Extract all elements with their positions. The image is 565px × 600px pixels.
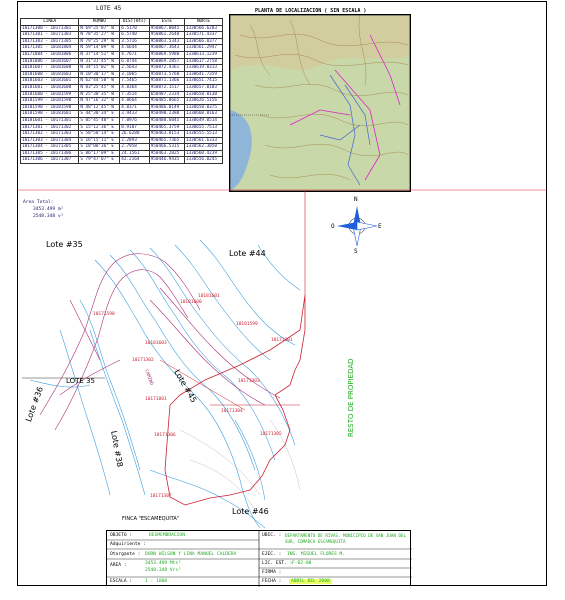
- table-cell: S 50°50'14" E: [79, 131, 120, 138]
- table-cell: 1330561.6333: [184, 137, 222, 144]
- table-cell: 950867.3643: [149, 45, 184, 52]
- table-cell: N 47°16'32" W: [79, 98, 120, 105]
- table-cell: 10181806 - 10181607: [21, 58, 79, 65]
- otorgante-label: Otorgante :: [110, 552, 141, 557]
- table-cell: 7.5465: [120, 78, 149, 85]
- table-cell: 2.2893: [120, 137, 149, 144]
- table-cell: 4.8364: [120, 84, 149, 91]
- point-label: 10171598: [93, 312, 115, 317]
- point-label: 10171302: [132, 358, 154, 363]
- table-cell: 10181608 - 10181603: [21, 71, 79, 78]
- table-cell: 1330655.7513: [184, 124, 222, 131]
- area-v2: 2548.348 Vrs²: [145, 568, 181, 573]
- north-arrow: [337, 206, 377, 246]
- fecha-label: FECHA :: [262, 579, 282, 584]
- otorgante-value: DORN WILSON Y LINA MANUEL CALDERA: [145, 552, 237, 557]
- table-cell: 1330556.8245: [184, 157, 222, 164]
- table-cell: 950446.9435: [149, 157, 184, 164]
- point-label: 10181599: [236, 322, 258, 327]
- adquiriente-label: Adquiriente :: [110, 542, 146, 547]
- table-cell: 10171305 - 10181804: [21, 45, 79, 52]
- table-cell: 7.0976: [120, 117, 149, 124]
- table-cell: 10171303 - 10171304: [21, 137, 79, 144]
- point-label: 10171304: [221, 409, 243, 414]
- table-cell: 4.6644: [120, 45, 149, 52]
- objeto-value: DESMEMBRACION: [149, 533, 185, 538]
- table-cell: 10171301 - 10171302: [21, 124, 79, 131]
- table-cell: S 06°17'09" E: [79, 150, 120, 157]
- table-cell: 950485.8665: [149, 98, 184, 105]
- table-cell: N 10°30'17" W: [79, 71, 120, 78]
- table-cell: 10171305 - 10171306: [21, 150, 79, 157]
- ubic-value: DEPARTAMENTO DE RIVAS, MUNICIPIO DE SAN JUAN DEL SUR, COMARCA ESCAMEQUITA: [285, 533, 407, 544]
- table-cell: 950869.5980: [149, 51, 184, 58]
- col-este: ESTE: [149, 19, 184, 26]
- area-m2: 3453.499 Mts²: [145, 561, 181, 566]
- col-linea: LINEA: [21, 19, 79, 26]
- table-cell: 4.8664: [120, 98, 149, 105]
- table-cell: 42.2164: [120, 157, 149, 164]
- lic-label: LIC. EST. :: [262, 561, 293, 566]
- table-cell: 1330657.0183: [184, 84, 222, 91]
- label-lote35-top: Lote #35: [46, 240, 83, 249]
- table-cell: 3.1065: [120, 71, 149, 78]
- table-cell: S 85°45'40" E: [79, 117, 120, 124]
- table-cell: 1330613.1239: [184, 51, 222, 58]
- point-label: 10171307: [150, 494, 172, 499]
- title-block: [106, 530, 411, 586]
- table-cell: N 25°30'35" W: [79, 91, 120, 98]
- north-label: N: [354, 196, 358, 203]
- col-norte: NORTE: [184, 19, 222, 26]
- table-cell: 10181599 - 10181598: [21, 98, 79, 105]
- property-boundary: [160, 295, 305, 505]
- table-cell: N 69°25'07" W: [79, 25, 120, 32]
- label-lote44: Lote #44: [229, 249, 266, 258]
- table-cell: 1330571.4337: [184, 32, 222, 39]
- table-cell: 950465.7365: [149, 137, 184, 144]
- table-cell: 10171302 - 10171303: [21, 131, 79, 138]
- lic-value: F-02-00: [292, 561, 312, 566]
- table-cell: N 62°44'50" W: [79, 78, 120, 85]
- point-label: 10181603: [145, 341, 167, 346]
- table-cell: 2.5643: [120, 65, 149, 72]
- table-cell: 10171301 - 10171303: [21, 32, 79, 39]
- table-cell: 950466.5315: [149, 144, 184, 151]
- table-cell: 1330641.7359: [184, 71, 222, 78]
- point-label: 10181601: [198, 294, 220, 299]
- label-lote36: Lote #36: [24, 385, 46, 424]
- table-cell: 950490.2380: [149, 111, 184, 118]
- table-cell: N 78°35'27" W: [79, 32, 120, 39]
- table-cell: 10181601 - 10171301: [21, 117, 79, 124]
- table-cell: S 16°15'11" E: [79, 137, 120, 144]
- escala-value: 1 : 1000: [145, 579, 168, 584]
- point-label: 10171303: [238, 379, 260, 384]
- table-cell: 1330649.0514: [184, 117, 222, 124]
- table-cell: 950871.1366: [149, 78, 184, 85]
- ubic-label: UBIC. :: [262, 533, 282, 538]
- table-cell: 1330651.7415: [184, 78, 222, 85]
- point-label: 10171306: [154, 433, 176, 438]
- table-cell: S 18°00'36" E: [79, 144, 120, 151]
- table-cell: 10171804 - 10181806: [21, 51, 79, 58]
- table-cell: N 59°14'09" W: [79, 45, 120, 52]
- table-cell: 24.1561: [120, 150, 149, 157]
- point-label: 10171301: [271, 338, 293, 343]
- table-cell: 10181600 - 10181599: [21, 91, 79, 98]
- table-cell: 2.7958: [120, 144, 149, 151]
- south-label: S: [354, 248, 358, 255]
- table-cell: 10181603 - 10181601: [21, 78, 79, 85]
- table-cell: S 79°47'07" E: [79, 157, 120, 164]
- ejec-value: ING. MIGUEL FLORES M.: [287, 552, 346, 557]
- area-total-m2: 3453.499 m²: [33, 207, 64, 212]
- ejec-label: EJEC. :: [262, 552, 282, 557]
- table-cell: 1330561.2947: [184, 45, 222, 52]
- table-cell: 1330658.0375: [184, 104, 222, 111]
- col-dist: DIST(mts): [120, 19, 149, 26]
- table-cell: 10181598 - 10181601: [21, 111, 79, 118]
- table-cell: 8.9187: [120, 124, 149, 131]
- table-cell: 4.7671: [120, 51, 149, 58]
- table-cell: 950486.0149: [149, 104, 184, 111]
- table-cell: 10171303 - 10171305: [21, 38, 79, 45]
- table-cell: 3.5716: [120, 38, 149, 45]
- table-cell: N 31°31'45" W: [79, 58, 120, 65]
- label-lote46: Lote #46: [232, 507, 269, 516]
- table-cell: 10181601 - 10181600: [21, 84, 79, 91]
- table-cell: 1330660.0163: [184, 111, 222, 118]
- table-cell: 7.3514: [120, 91, 149, 98]
- escala-label: ESCALA :: [110, 579, 133, 584]
- table-cell: N 48°12'45" W: [79, 104, 120, 111]
- table-cell: 10181607 - 10181608: [21, 65, 79, 72]
- point-label: 10171305: [260, 432, 282, 437]
- label-resto-propiedad: RESTO DE PROPIEDAD: [347, 358, 355, 437]
- table-cell: 6.5170: [120, 25, 149, 32]
- table-cell: 950863.5343: [149, 38, 184, 45]
- west-label: O: [331, 223, 335, 230]
- area-total-v2: 2548.348 v²: [33, 214, 64, 219]
- label-lote45: Lote #45: [172, 368, 199, 405]
- table-cell: S 15°12'36" E: [79, 124, 120, 131]
- table-cell: 950867.0045: [149, 25, 184, 32]
- table-cell: 1330560.4239: [184, 150, 222, 157]
- label-lote38: Lote #38: [109, 430, 125, 468]
- table-cell: 950873.5768: [149, 71, 184, 78]
- objeto-label: OBJETO :: [110, 533, 133, 538]
- table-cell: N 79°25'29" W: [79, 38, 120, 45]
- table-cell: 950465.3759: [149, 124, 184, 131]
- table-cell: S 44°30'34" E: [79, 111, 120, 118]
- label-lote35-side: LOTE 35: [66, 377, 95, 385]
- table-cell: 6.0744: [120, 58, 149, 65]
- table-cell: 1330555.5513: [184, 131, 222, 138]
- table-cell: 650487.2334: [149, 91, 184, 98]
- table-cell: 1330626.5156: [184, 98, 222, 105]
- table-cell: 26.6288: [120, 131, 149, 138]
- table-cell: 6.5740: [120, 32, 149, 39]
- table-cell: 10171306 - 10171307: [21, 157, 79, 164]
- table-cell: N 37°14'51" W: [79, 51, 120, 58]
- table-cell: 950872.1517: [149, 84, 184, 91]
- lote-title: LOTE 45: [96, 5, 122, 12]
- table-cell: 950869.2857: [149, 58, 184, 65]
- firma-label: FIRMA :: [262, 570, 282, 575]
- table-cell: 950463.0153: [149, 131, 184, 138]
- area-total-label: Area Total:: [23, 200, 54, 205]
- table-cell: 3.9433: [120, 111, 149, 118]
- location-title: PLANTA DE LOCALIZACION ( SIN ESCALA ): [255, 8, 367, 14]
- point-label: 10181600: [180, 300, 202, 305]
- table-cell: N 34°15'02" W: [79, 65, 120, 72]
- fecha-value: ABRIL DEL 2008: [291, 579, 330, 584]
- table-cell: 950872.4361: [149, 65, 184, 72]
- col-rumbo: RUMBO: [79, 19, 120, 26]
- east-label: E: [378, 223, 382, 230]
- table-cell: 10171300 - 10171301: [21, 25, 79, 32]
- label-finca: FINCA "ESCAMEQUITA": [122, 516, 180, 522]
- table-cell: 1330619.0313: [184, 65, 222, 72]
- table-cell: 950463.2825: [149, 150, 184, 157]
- label-camino: CAMINO: [143, 369, 154, 386]
- table-cell: 1330566.0377: [184, 38, 222, 45]
- table-cell: 1330566.6283: [184, 25, 222, 32]
- table-cell: 950861.2640: [149, 32, 184, 39]
- table-cell: N 83°25'45" W: [79, 84, 120, 91]
- table-cell: 1330617.2758: [184, 58, 222, 65]
- table-cell: 950488.6045: [149, 117, 184, 124]
- point-label: 10171801: [145, 397, 167, 402]
- table-cell: 1330562.3050: [184, 144, 222, 151]
- table-cell: 10171304 - 10171305: [21, 144, 79, 151]
- table-cell: 4.8371: [120, 104, 149, 111]
- table-cell: 10181598 - 10181598: [21, 104, 79, 111]
- table-cell: 1330658.0130: [184, 91, 222, 98]
- area-label: AREA :: [110, 563, 127, 568]
